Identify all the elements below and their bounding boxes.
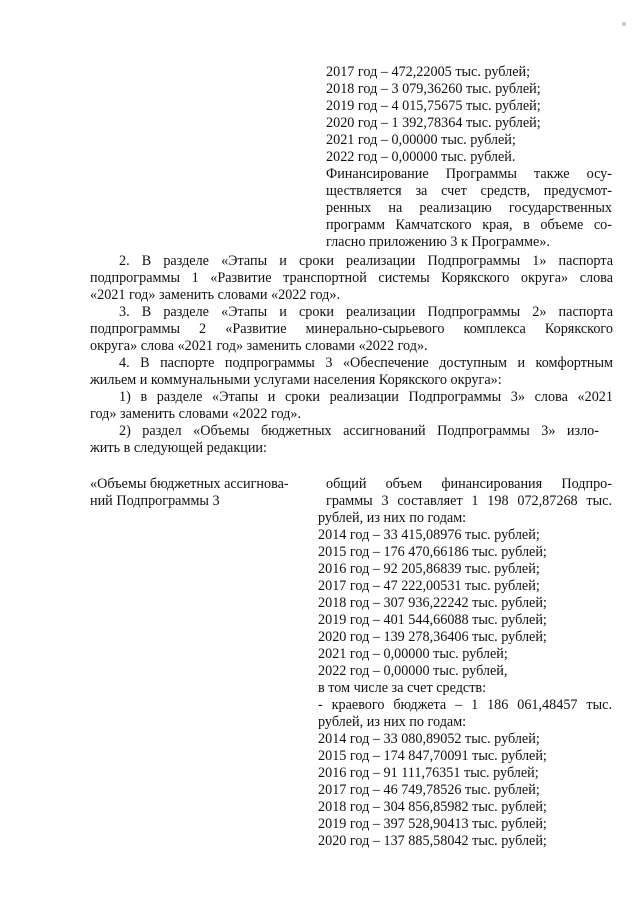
table-right-line: граммы 3 составляет 1 198 072,87268 тыс.	[326, 493, 612, 509]
table-right-line: 2017 год – 46 749,78526 тыс. рублей;	[318, 782, 540, 798]
paragraph-2-line: подпрограммы 1 «Развитие транспортной системы Корякского округа» слова	[90, 270, 613, 286]
paragraph-2-line: «2021 год» заменить словами «2022 год».	[90, 287, 341, 303]
table-right-line: 2019 год – 397 528,90413 тыс. рублей;	[318, 816, 547, 832]
year-line: 2022 год – 0,00000 тыс. рублей.	[326, 149, 516, 165]
financing-text-line: ренных на реализацию государственных	[326, 200, 612, 216]
paragraph-3-line: округа» слова «2021 год» заменить словами «2022 год».	[90, 338, 428, 354]
paragraph-2-line: 2. В разделе «Этапы и сроки реализации Подпрограммы 1» паспорта	[119, 253, 613, 269]
table-right-line: 2020 год – 137 885,58042 тыс. рублей;	[318, 833, 547, 849]
table-right-line: 2017 год – 47 222,00531 тыс. рублей;	[318, 578, 540, 594]
table-right-line: 2019 год – 401 544,66088 тыс. рублей;	[318, 612, 547, 628]
table-right-line: 2016 год – 92 205,86839 тыс. рублей;	[318, 561, 540, 577]
year-line: 2017 год – 472,22005 тыс. рублей;	[326, 64, 531, 80]
paragraph-4-line: 4. В паспорте подпрограммы 3 «Обеспечение доступным и комфортным	[119, 355, 613, 371]
table-right-line: - краевого бюджета – 1 186 061,48457 тыс.	[318, 697, 612, 713]
financing-text-line: программ Камчатского края, в объеме со-	[326, 217, 612, 233]
table-right-line: 2018 год – 307 936,22242 тыс. рублей;	[318, 595, 547, 611]
paragraph-4-1-line: год» заменить словами «2022 год».	[90, 406, 302, 422]
table-right-line: 2021 год – 0,00000 тыс. рублей;	[318, 646, 508, 662]
table-right-line: 2015 год – 176 470,66186 тыс. рублей;	[318, 544, 547, 560]
table-right-line: 2014 год – 33 080,89052 тыс. рублей;	[318, 731, 540, 747]
financing-text-line: гласно приложению 3 к Программе».	[326, 234, 550, 250]
paragraph-4-line: жильем и коммунальными услугами населения Корякского округа»:	[90, 372, 502, 388]
table-right-line: 2018 год – 304 856,85982 тыс. рублей;	[318, 799, 547, 815]
table-right-line: 2022 год – 0,00000 тыс. рублей,	[318, 663, 508, 679]
paragraph-3-line: подпрограммы 2 «Развитие минерально-сырьевого комплекса Корякского	[90, 321, 613, 337]
financing-text-line: Финансирование Программы также осу-	[326, 166, 612, 182]
table-right-line: 2014 год – 33 415,08976 тыс. рублей;	[318, 527, 540, 543]
table-right-line: рублей, из них по годам:	[318, 510, 467, 526]
table-left-label: «Объемы бюджетных ассигнова-	[90, 476, 289, 492]
paragraph-4-2-line: жить в следующей редакции:	[90, 440, 267, 456]
paragraph-3-line: 3. В разделе «Этапы и сроки реализации Подпрограммы 2» паспорта	[119, 304, 613, 320]
year-line: 2019 год – 4 015,75675 тыс. рублей;	[326, 98, 541, 114]
table-left-label: ний Подпрограммы 3	[90, 493, 220, 509]
table-right-line: 2015 год – 174 847,70091 тыс. рублей;	[318, 748, 547, 764]
table-right-line: общий объем финансирования Подпро-	[326, 476, 612, 492]
paragraph-4-1-line: 1) в разделе «Этапы и сроки реализации Подпрограммы 3» слова «2021	[119, 389, 613, 405]
year-line: 2020 год – 1 392,78364 тыс. рублей;	[326, 115, 541, 131]
scan-dot	[622, 22, 626, 26]
table-right-line: рублей, из них по годам:	[318, 714, 467, 730]
paragraph-4-2-line: 2) раздел «Объемы бюджетных ассигнований Подпрограммы 3» изло-	[119, 423, 599, 439]
table-right-line: в том числе за счет средств:	[318, 680, 487, 696]
year-line: 2018 год – 3 079,36260 тыс. рублей;	[326, 81, 541, 97]
year-line: 2021 год – 0,00000 тыс. рублей;	[326, 132, 516, 148]
table-right-line: 2020 год – 139 278,36406 тыс. рублей;	[318, 629, 547, 645]
financing-text-line: ществляется за счет средств, предусмот-	[326, 183, 612, 199]
table-right-line: 2016 год – 91 111,76351 тыс. рублей;	[318, 765, 539, 781]
